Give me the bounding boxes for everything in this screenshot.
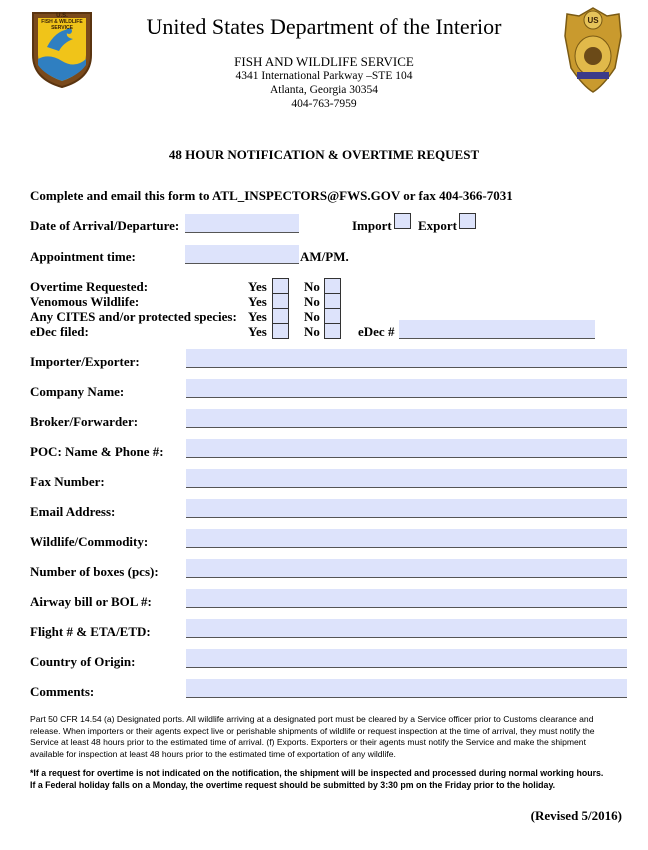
comments-input[interactable] [186,679,627,698]
export-label: Export [418,218,457,233]
email-address-label: Email Address: [30,504,116,519]
flight-eta-input[interactable] [186,619,627,638]
airway-bill-input[interactable] [186,589,627,608]
company-name-label: Company Name: [30,384,125,399]
date-input[interactable] [185,214,299,233]
edec-number-input[interactable] [399,320,595,339]
comments-label: Comments: [30,684,95,699]
wildlife-commodity-input[interactable] [186,529,627,548]
broker-forwarder-label: Broker/Forwarder: [30,414,139,429]
venomous-yes-label: Yes [248,294,267,309]
country-of-origin-input[interactable] [186,649,627,668]
country-of-origin-label: Country of Origin: [30,654,136,669]
overtime-label: Overtime Requested: [30,279,149,294]
poc-input[interactable] [186,439,627,458]
logo-text-top: U.S. [56,13,68,19]
number-of-boxes-label: Number of boxes (pcs): [30,564,159,579]
edec-no-checkbox[interactable] [324,323,341,339]
ampm-label: AM/PM. [300,249,349,264]
cites-yes-checkbox[interactable] [272,308,289,324]
cites-yes-label: Yes [248,309,267,324]
importer-exporter-label: Importer/Exporter: [30,354,140,369]
overtime-yes-label: Yes [248,279,267,294]
overtime-no-checkbox[interactable] [324,278,341,294]
regulation-text: Part 50 CFR 14.54 (a) Designated ports. All wildlife arriving at a designated port must be cleared by a Service officer prior to Customs clearance and release. When importers or their agents expect live or perishable shipments of wildlife or request inspection at the time of arrival, they must notify the Service at least 48 hours prior to the estimated time of arrival. (f) Exports. Exporters or their agents must notify the Service and make the shipment available for inspection at least 48 hours prior to the estimated time of exportation of any wildlife. [30,714,595,759]
fax-number-input[interactable] [186,469,627,488]
overtime-note: *If a request for overtime is not indicated on the notification, the shipment will be inspected and processed during normal working hours. If a Federal holiday falls on a Monday, the overtime request should be submitted by 3:30 pm on the Friday prior to the holiday. [30,768,604,790]
broker-forwarder-input[interactable] [186,409,627,428]
import-checkbox[interactable] [394,213,411,229]
department-title: United States Department of the Interior [146,14,502,39]
address-line-1: 4341 International Parkway –STE 104 [235,70,413,82]
appointment-label: Appointment time: [30,249,136,264]
revised-date: (Revised 5/2016) [530,808,622,823]
venomous-label: Venomous Wildlife: [30,294,140,309]
logo-text-service: SERVICE [51,25,73,31]
import-label: Import [352,218,392,233]
venomous-no-checkbox[interactable] [324,293,341,309]
company-name-input[interactable] [186,379,627,398]
importer-exporter-input[interactable] [186,349,627,368]
cites-no-checkbox[interactable] [324,308,341,324]
form-instructions: Complete and email this form to ATL_INSPECTORS@FWS.GOV or fax 404-366-7031 [30,188,513,203]
service-name: FISH AND WILDLIFE SERVICE [234,54,414,69]
export-checkbox[interactable] [459,213,476,229]
venomous-no-label: No [304,294,320,309]
poc-label: POC: Name & Phone #: [30,444,164,459]
flight-eta-label: Flight # & ETA/ETD: [30,624,151,639]
address-line-2: Atlanta, Georgia 30354 [269,84,379,96]
wildlife-commodity-label: Wildlife/Commodity: [30,534,149,549]
appointment-input[interactable] [185,245,299,264]
number-of-boxes-input[interactable] [186,559,627,578]
edec-yes-label: Yes [248,324,267,339]
email-address-input[interactable] [186,499,627,518]
edec-number-label: eDec # [358,324,395,339]
form-title: 48 HOUR NOTIFICATION & OVERTIME REQUEST [168,147,480,162]
phone-number: 404-763-7959 [291,98,357,110]
venomous-yes-checkbox[interactable] [272,293,289,309]
fax-number-label: Fax Number: [30,474,105,489]
date-label: Date of Arrival/Departure: [30,218,180,233]
cites-label: Any CITES and/or protected species: [30,309,237,324]
overtime-yes-checkbox[interactable] [272,278,289,294]
badge-text: US [587,16,599,25]
overtime-no-label: No [304,279,320,294]
airway-bill-label: Airway bill or BOL #: [30,594,152,609]
logo-text-line: FISH & WILDLIFE [41,19,83,25]
edec-filed-label: eDec filed: [30,324,89,339]
edec-no-label: No [304,324,320,339]
edec-yes-checkbox[interactable] [272,323,289,339]
cites-no-label: No [304,309,320,324]
